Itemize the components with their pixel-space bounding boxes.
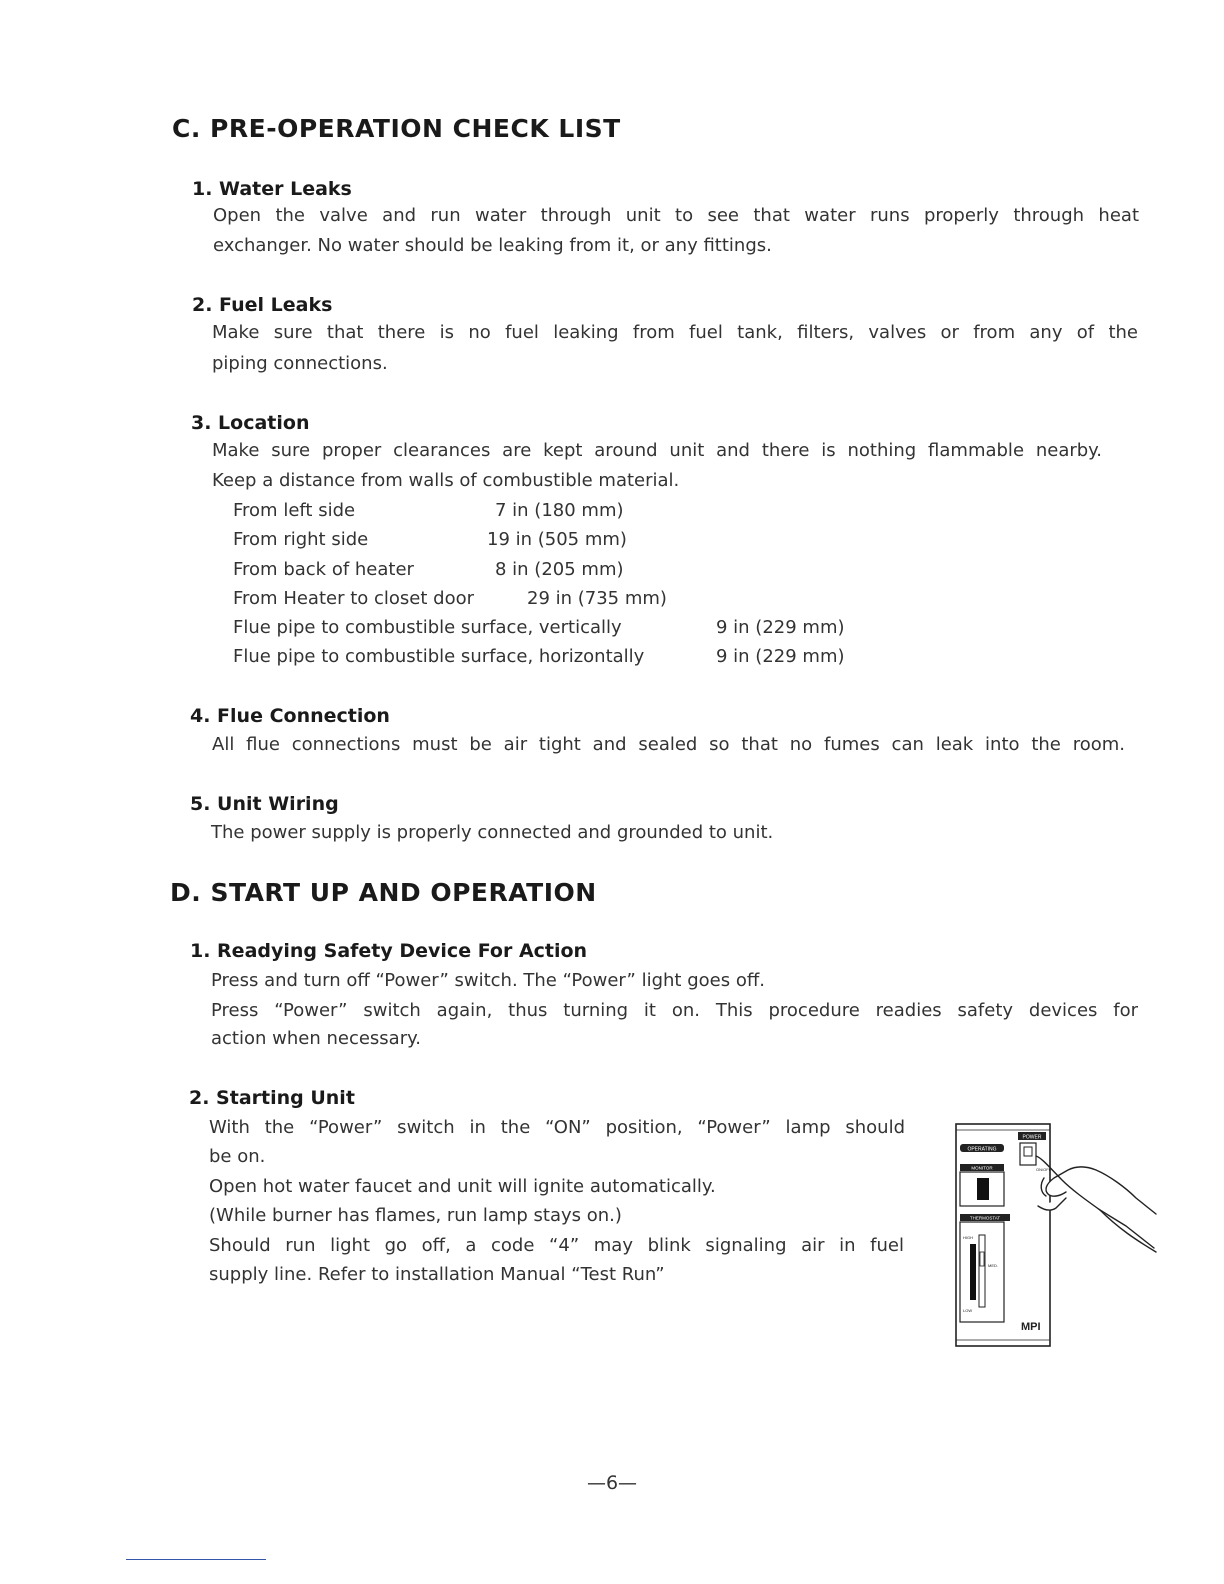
starting-unit-heading: 2. Starting Unit bbox=[189, 1087, 355, 1109]
water-leaks-line-2: exchanger. No water should be leaking from it, or any fittings. bbox=[213, 235, 772, 256]
water-leaks-heading: 1. Water Leaks bbox=[192, 178, 352, 200]
page-number: —6— bbox=[586, 1472, 638, 1494]
readying-line-2: Press “Power” switch again, thus turning it on. This procedure readies safety devices for bbox=[211, 1000, 1138, 1021]
clearance-value: 8 in (205 mm) bbox=[495, 559, 624, 580]
med-label: MED. bbox=[988, 1263, 998, 1268]
clearance-label: Flue pipe to combustible surface, horizontally bbox=[233, 646, 645, 667]
flue-connection-heading: 4. Flue Connection bbox=[190, 705, 390, 727]
starting-unit-line-1: With the “Power” switch in the “ON” position, “Power” lamp should bbox=[209, 1117, 905, 1138]
clearance-label: From left side bbox=[233, 500, 356, 521]
clearance-label: Flue pipe to combustible surface, vertically bbox=[233, 617, 622, 638]
unit-wiring-line-1: The power supply is properly connected and grounded to unit. bbox=[211, 822, 774, 843]
starting-unit-line-3: Open hot water faucet and unit will ignite automatically. bbox=[209, 1176, 716, 1197]
onoff-label: ON/OFF bbox=[1036, 1167, 1052, 1172]
readying-line-1: Press and turn off “Power” switch. The “Power” light goes off. bbox=[211, 970, 765, 991]
thermostat-label: THERMOSTAT bbox=[969, 1215, 1001, 1221]
fuel-leaks-heading: 2. Fuel Leaks bbox=[192, 294, 333, 316]
starting-unit-line-2: be on. bbox=[209, 1146, 266, 1167]
bottom-rule bbox=[126, 1559, 266, 1560]
brand-label: MPI bbox=[1021, 1321, 1041, 1333]
starting-unit-line-5: Should run light go off, a code “4” may blink signaling air in fuel bbox=[209, 1235, 904, 1256]
high-label: HIGH bbox=[963, 1235, 973, 1240]
fuel-leaks-line-1: Make sure that there is no fuel leaking from fuel tank, filters, valves or from any of the bbox=[212, 322, 1138, 343]
clearance-label: From right side bbox=[233, 529, 369, 550]
clearance-value: 7 in (180 mm) bbox=[495, 500, 624, 521]
flue-connection-line-1: All flue connections must be air tight and sealed so that no fumes can leak into the room. bbox=[212, 734, 1125, 755]
location-line-2: Keep a distance from walls of combustible material. bbox=[212, 470, 680, 491]
clearance-value: 9 in (229 mm) bbox=[716, 646, 845, 667]
section-d-title: D. START UP AND OPERATION bbox=[170, 878, 597, 907]
fuel-leaks-line-2: piping connections. bbox=[212, 353, 388, 374]
clearance-value: 9 in (229 mm) bbox=[716, 617, 845, 638]
section-c-title: C. PRE-OPERATION CHECK LIST bbox=[172, 114, 621, 143]
pointing-hand-icon bbox=[1036, 1156, 1156, 1252]
starting-unit-line-4: (While burner has flames, run lamp stays on.) bbox=[209, 1205, 622, 1226]
power-label: POWER bbox=[1022, 1134, 1042, 1141]
location-line-1: Make sure proper clearances are kept around unit and there is nothing flammable nearby. bbox=[212, 440, 1102, 461]
readying-line-3: action when necessary. bbox=[211, 1028, 421, 1049]
location-heading: 3. Location bbox=[191, 412, 310, 434]
operating-label: OPERATING bbox=[967, 1146, 997, 1153]
unit-wiring-heading: 5. Unit Wiring bbox=[190, 793, 339, 815]
clearance-label: From back of heater bbox=[233, 559, 414, 580]
readying-heading: 1. Readying Safety Device For Action bbox=[190, 940, 588, 962]
water-leaks-line-1: Open the valve and run water through unit to see that water runs properly through heat bbox=[213, 205, 1139, 226]
low-label: LOW bbox=[963, 1308, 973, 1313]
clearance-label: From Heater to closet door bbox=[233, 588, 474, 609]
clearance-value: 29 in (735 mm) bbox=[527, 588, 667, 609]
monitor-label: MONITOR bbox=[971, 1165, 993, 1171]
clearance-value: 19 in (505 mm) bbox=[487, 529, 627, 550]
starting-unit-line-6: supply line. Refer to installation Manual “Test Run” bbox=[209, 1264, 665, 1285]
control-panel-illustration bbox=[950, 1118, 1160, 1350]
